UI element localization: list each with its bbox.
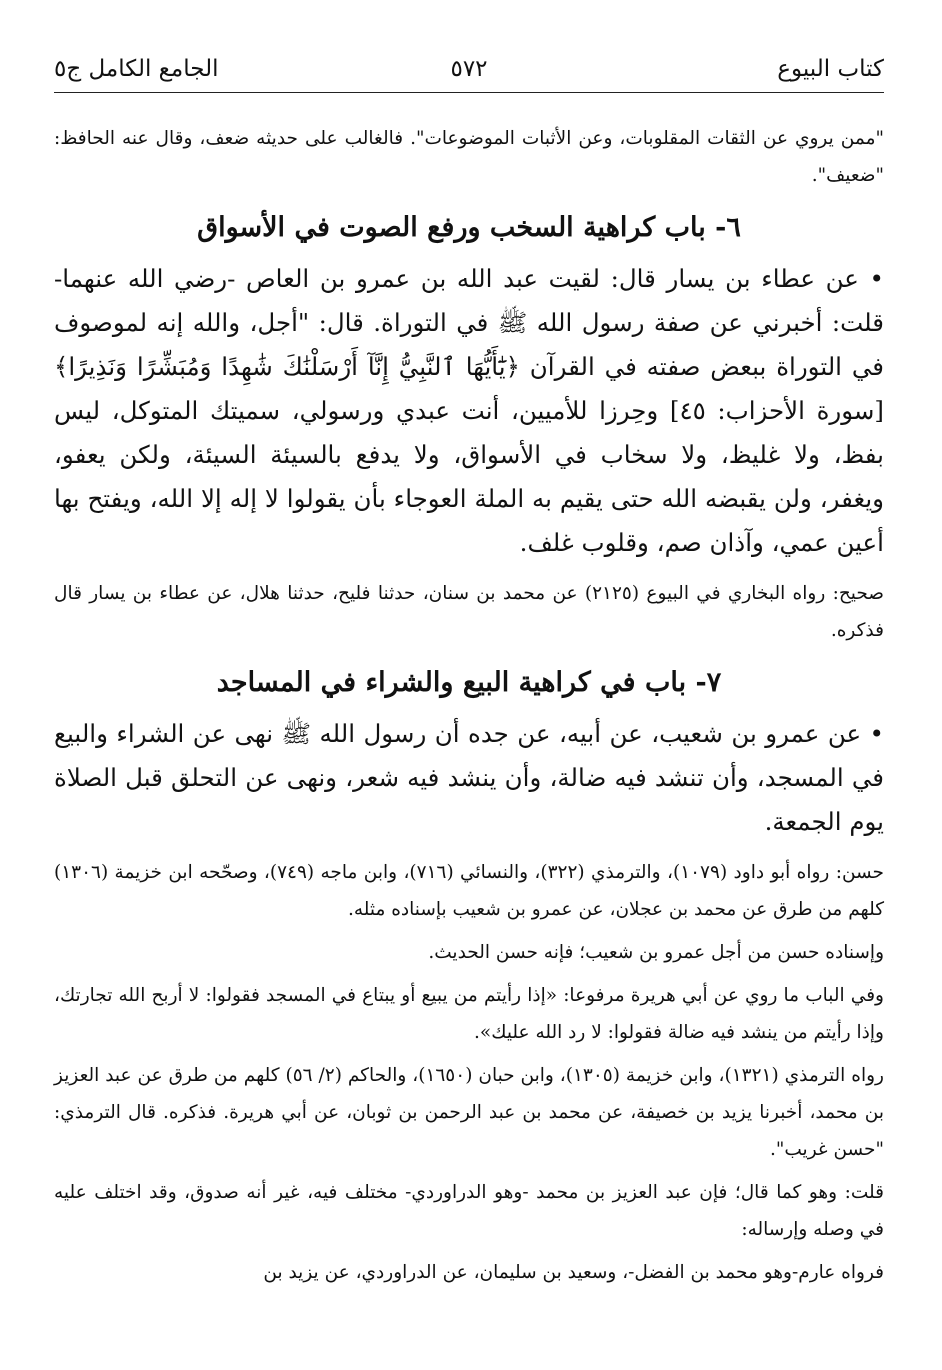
book-section-title: كتاب البيوع <box>777 56 884 82</box>
hadith-paragraph: • عن عمرو بن شعيب، عن أبيه، عن جده أن رسول الله ﷺ نهى عن الشراء والبيع في المسجد، وأن تنشد فيه ضالة، وأن ينشد فيه شعر، ونهى عن التحلق قبل الصلاة يوم الجمعة. <box>54 719 884 836</box>
page-number: ٥٧٢ <box>450 56 488 82</box>
commentary-paragraph: رواه الترمذي (١٣٢١)، وابن خزيمة (١٣٠٥)، وابن حبان (١٦٥٠)، والحاكم (٢/ ٥٦) كلهم من طرق عن عبد العزيز بن محمد، أخبرنا يزيد بن خصيفة، عن محمد بن عبد الرحمن بن ثوبان، عن أبي هريرة. فذكره. قال الترمذي: "حسن غريب". <box>54 1065 884 1160</box>
commentary-paragraph: حسن: رواه أبو داود (١٠٧٩)، والترمذي (٣٢٢)، والنسائي (٧١٦)، وابن ماجه (٧٤٩)، وصحّحه ابن خزيمة (١٣٠٦) كلهم من طرق عن محمد بن عجلان، عن عمرو بن شعيب بإسناده مثله. <box>54 862 884 920</box>
page-header <box>54 52 884 93</box>
commentary-paragraph: "ممن يروي عن الثقات المقلوبات، وعن الأثبات الموضوعات". فالغالب على حديثه ضعف، وقال عنه الحافظ: "ضعيف". <box>54 128 884 186</box>
commentary-paragraph: فرواه عارم-وهو محمد بن الفضل-، وسعيد بن سليمان، عن الدراوردي، عن يزيد بن <box>263 1262 884 1283</box>
hadith-paragraph: • عن عطاء بن يسار قال: لقيت عبد الله بن عمرو بن العاص -رضي الله عنهما- قلت: أخبرني عن صفة رسول الله ﷺ في التوراة. قال: "أجل، والله إنه لموصوف في التوراة ببعض صفته في القرآن ﴿يَٰٓأَيُّهَا ٱلنَّبِيُّ إِنَّآ أَرْسَلْنَٰكَ شَٰهِدًا وَمُبَشِّرًا وَنَذِيرًا﴾ [سورة الأحزاب: ٤٥] وحِرزا للأميين، أنت عبدي ورسولي، سميتك المتوكل، ليس بفظ، ولا غليظ، ولا سخاب في الأسواق، ولا يدفع بالسيئة السيئة، ولكن يعفو، ويغفر، ولن يقبضه الله حتى يقيم به الملة العوجاء بأن يقولوا لا إله إلا الله، ويفتح بها أعين عمي، وآذان صم، وقلوب غلف. <box>54 264 884 557</box>
book-title: الجامع الكامل ج٥ <box>54 56 219 82</box>
chapter-heading: ٦- باب كراهية السخب ورفع الصوت في الأسواق <box>197 212 741 243</box>
commentary-paragraph: صحيح: رواه البخاري في البيوع (٢١٢٥) عن محمد بن سنان، حدثنا فليح، حدثنا هلال، عن عطاء بن يسار قال فذكره. <box>54 583 884 641</box>
commentary-paragraph: وإسناده حسن من أجل عمرو بن شعيب؛ فإنه حسن الحديث. <box>428 942 884 963</box>
page-content <box>54 120 884 1297</box>
chapter-heading: ٧- باب في كراهية البيع والشراء في المساجد <box>216 667 722 698</box>
commentary-paragraph: قلت: وهو كما قال؛ فإن عبد العزيز بن محمد -وهو الدراوردي- مختلف فيه، غير أنه صدوق، وقد اختلف عليه في وصله وإرساله: <box>54 1182 884 1240</box>
commentary-paragraph: وفي الباب ما روي عن أبي هريرة مرفوعا: «إذا رأيتم من يبيع أو يبتاع في المسجد فقولوا: لا أربح الله تجارتك، وإذا رأيتم من ينشد فيه ضالة فقولوا: لا رد الله عليك». <box>54 985 884 1043</box>
